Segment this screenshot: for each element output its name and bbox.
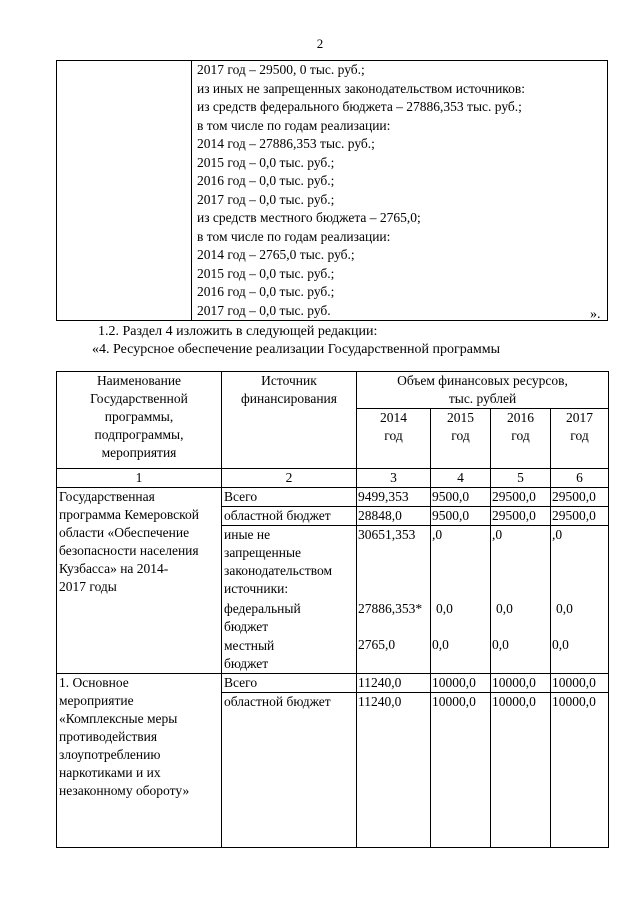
value-cell: 29500,0 <box>491 488 551 507</box>
header-source <box>222 372 357 469</box>
value-cell: 9499,353 <box>357 488 431 507</box>
page-number: 2 <box>316 36 324 51</box>
funding-line: 2015 год – 0,0 тыс. руб.; <box>197 265 335 281</box>
column-number: 1 <box>57 469 222 488</box>
closing-quote: ». <box>590 307 601 322</box>
value-cell: 11240,0 <box>357 693 431 848</box>
funding-line: 2016 год – 0,0 тыс. руб.; <box>197 284 335 299</box>
funding-line: 2014 год – 27886,353 тыс. руб.; <box>197 136 375 151</box>
header-line: Наименование <box>96 373 182 388</box>
header-line: тыс. рублей <box>448 391 517 406</box>
funding-line: из средств местного бюджета – 2765,0; <box>197 210 421 225</box>
header-year: 2016 год <box>491 409 551 469</box>
source-label: Всего <box>222 488 357 507</box>
value-cell: 10000,0 <box>551 674 609 693</box>
header-year: 2017 год <box>551 409 609 469</box>
header-line: финансирования <box>241 391 337 406</box>
value-group: ,0 0,0 0,0 <box>491 526 551 674</box>
value-cell: 9500,0 <box>431 488 491 507</box>
value-cell: 10000,0 <box>431 674 491 693</box>
column-number: 4 <box>431 469 491 488</box>
header-line: мероприятия <box>101 445 177 460</box>
header-line: программы, <box>104 409 174 424</box>
header-volume <box>357 372 609 409</box>
source-label-group: иные не запрещенные законодательством источники: федеральный бюджет местный бюджет <box>222 526 357 674</box>
value-group: ,0 0,0 0,0 <box>551 526 609 674</box>
funding-line: в том числе по годам реализации: <box>197 228 391 244</box>
funding-line: 2016 год – 0,0 тыс. руб.; <box>197 173 335 188</box>
value-cell: 10000,0 <box>551 693 609 848</box>
funding-line: 2017 год – 0,0 тыс. руб.; <box>197 191 335 207</box>
column-number: 6 <box>551 469 609 488</box>
measure-name: 1. Основное мероприятие «Комплексные меры противодействия злоупотреблению наркотиками и их незаконному обороту» <box>57 674 222 848</box>
column-number: 3 <box>357 469 431 488</box>
program-name: Государственная программа Кемеровской области «Обеспечение безопасности населения Кузбасса» на 2014- 2017 годы <box>57 488 222 674</box>
value-cell: 28848,0 <box>357 507 431 526</box>
column-number: 5 <box>491 469 551 488</box>
funding-line: 2017 год – 0,0 тыс. руб. <box>197 302 331 318</box>
value-cell: 29500,0 <box>551 507 609 526</box>
value-cell: 9500,0 <box>431 507 491 526</box>
source-label: Всего <box>222 674 357 693</box>
value-cell: 10000,0 <box>431 693 491 848</box>
header-line: Источник <box>261 373 317 388</box>
column-number: 2 <box>222 469 357 488</box>
value-cell: 11240,0 <box>357 674 431 693</box>
source-label: областной бюджет <box>222 507 357 526</box>
value-cell: 29500,0 <box>491 507 551 526</box>
funding-line: 2015 год – 0,0 тыс. руб.; <box>197 154 335 170</box>
value-group: 30651,353 27886,353* 2765,0 <box>357 526 431 674</box>
header-name <box>57 372 222 469</box>
section-heading: «4. Ресурсное обеспечение реализации Государственной программы <box>92 342 501 357</box>
funding-summary-table <box>56 60 608 321</box>
funding-text-cell <box>192 61 608 321</box>
value-group: ,0 0,0 0,0 <box>431 526 491 674</box>
funding-line: 2017 год – 29500, 0 тыс. руб.; <box>197 62 365 77</box>
amendment-paragraph: 1.2. Раздел 4 изложить в следующей редакции: <box>98 324 378 339</box>
header-line: Объем финансовых ресурсов, <box>397 373 568 388</box>
header-year: 2015 год <box>431 409 491 469</box>
resource-table <box>56 371 609 848</box>
funding-line: из иных не запрещенных законодательством источников: <box>197 80 526 96</box>
funding-line: в том числе по годам реализации: <box>197 117 391 133</box>
header-year: 2014 год <box>357 409 431 469</box>
value-cell: 29500,0 <box>551 488 609 507</box>
header-line: подпрограммы, <box>94 427 184 442</box>
source-label: областной бюджет <box>222 693 357 848</box>
empty-label-cell <box>57 61 192 321</box>
header-line: Государственной <box>90 391 188 406</box>
value-cell: 10000,0 <box>491 674 551 693</box>
value-cell: 10000,0 <box>491 693 551 848</box>
funding-line: из средств федерального бюджета – 27886,353 тыс. руб.; <box>197 99 522 114</box>
funding-line: 2014 год – 2765,0 тыс. руб.; <box>197 247 355 262</box>
